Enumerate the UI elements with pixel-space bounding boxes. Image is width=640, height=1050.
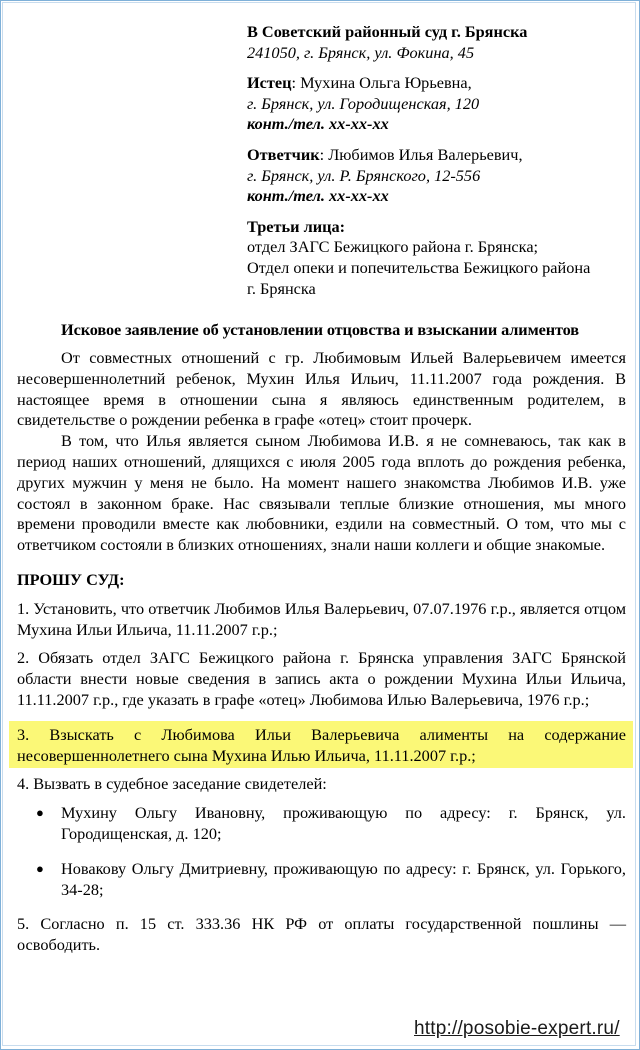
defendant-line: [247, 145, 627, 166]
third-parties-label: Третьи лица:: [247, 216, 346, 236]
watermark-link[interactable]: http://posobie-expert.ru/: [414, 1018, 620, 1039]
request-heading: ПРОШУ СУД:: [17, 569, 125, 589]
third-party-2: Отдел опеки и попечительства Бежицкого района г. Брянска: [247, 257, 591, 298]
request-item-3-highlighted: 3. Взыскать с Любимова Ильи Валерьевича алименты на содержание несовершеннолетнего сына Мухина Илью Ильича, 11.11.2007 г.р.;: [17, 724, 626, 765]
paragraph-2: В том, что Илья является сыном Любимова И.В. я не сомневаюсь, так как в период наших отношений, длящихся с июля 2005 года вплоть до рождения ребенка, других мужчин у меня не было. На момент нашего знакомства Любимов И.В. уже состоял в законном браке. Нас связывали теплые близкие отношения, мы много времени проводили вместе как любовники, ездили на совместный. О том, что мы с ответчиком состояли в близких отношениях, знали наши коллеги и общие знакомые.: [17, 431, 626, 555]
defendant-name: : Любимов Илья Валерьевич,: [319, 144, 523, 164]
witness-2-text: Новакову Ольгу Дмитриевну, проживающую по адресу: г. Брянск, ул. Горького, 34-28;: [61, 858, 626, 899]
court-name: В Советский районный суд г. Брянска: [247, 22, 528, 41]
request-item-4: 4. Вызвать в судебное заседание свидетелей:: [17, 774, 327, 794]
third-party-1: отдел ЗАГС Бежицкого района г. Брянска;: [247, 237, 539, 257]
defendant-address: г. Брянск, ул. Р. Брянского, 12-556: [247, 165, 481, 185]
request-item-5: 5. Согласно п. 15 ст. 333.36 НК РФ от оплаты государственной пошлины — освободить.: [17, 914, 626, 955]
request-item-2: 2. Обязать отдел ЗАГС Бежицкого района г. Брянска управления ЗАГС Брянской области внести новые сведения в запись акта о рождении Мухина Ильи Ильича, 11.11.2007 г.р., где указать в графе «отец» Любимова Илью Валерьевича, 1976 г.р.;: [17, 648, 626, 709]
defendant-label: Ответчик: [247, 144, 320, 164]
plaintiff-address: г. Брянск, ул. Городищенская, 120: [247, 93, 480, 113]
witness-1-text: Мухину Ольгу Ивановну, проживающую по адресу: г. Брянск, ул. Городищенская, д. 120;: [61, 803, 626, 843]
plaintiff-label: Истец: [247, 73, 292, 93]
document-title: Исковое заявление об установлении отцовства и взыскании алиментов: [61, 320, 579, 339]
court-address: 241050, г. Брянск, ул. Фокина, 45: [247, 42, 475, 62]
paragraph-1: От совместных отношений с гр. Любимовым Ильей Валерьевичем имеется несовершеннолетний ребенок, Мухин Илья Ильич, 11.11.2007 года рождения. В настоящее время в отношении сына я являюсь единственным родителем, в свидетельстве о рождении ребенка в графе «отец» стоит прочерк.: [17, 348, 626, 430]
request-item-1: 1. Установить, что ответчик Любимов Илья Валерьевич, 07.07.1976 г.р., является отцом Мухина Ильи Ильича, 11.11.2007 г.р.;: [17, 598, 626, 639]
plaintiff-contact: конт./тел. хх-хх-хх: [247, 114, 389, 134]
document-body: [17, 348, 626, 956]
defendant-contact: конт./тел. хх-хх-хх: [247, 186, 389, 206]
bullet-icon: ●: [36, 860, 44, 876]
document-header: [247, 22, 627, 299]
witness-item: [17, 859, 626, 901]
plaintiff-line: [247, 73, 627, 94]
witness-list: [17, 803, 626, 900]
bullet-icon: ●: [36, 805, 44, 821]
plaintiff-name: : Мухина Ольга Юрьевна,: [291, 73, 472, 93]
witness-item: [17, 803, 626, 845]
